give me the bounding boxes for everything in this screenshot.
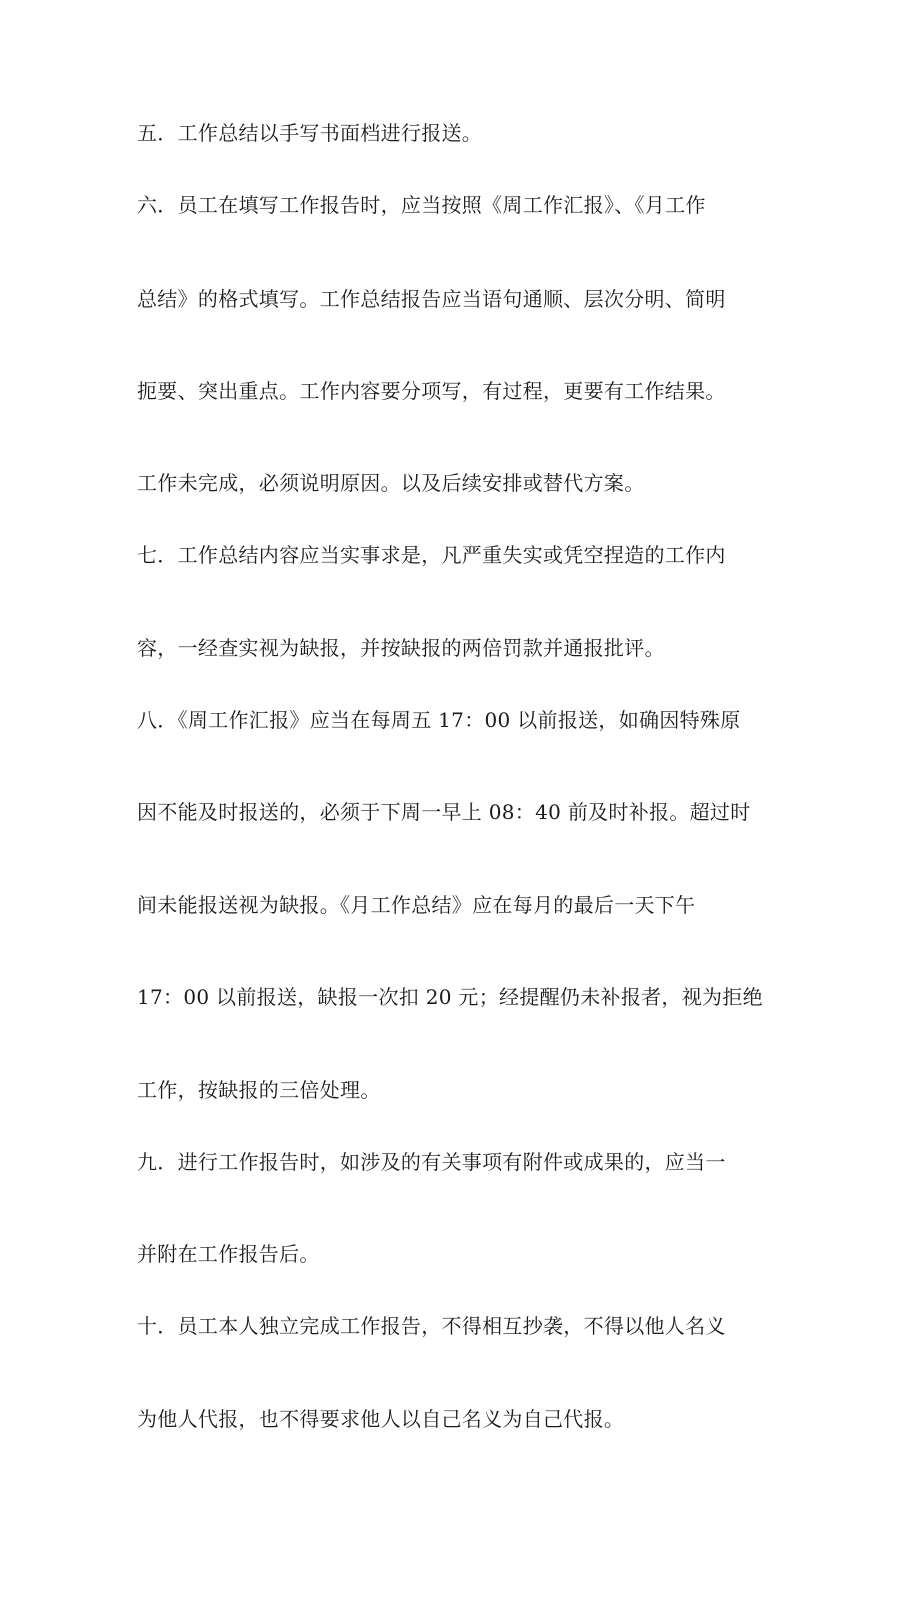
- text-line: 八．《周工作汇报》应当在每周五 17：00 以前报送，如确因特殊原: [137, 708, 741, 732]
- text-line: 因不能及时报送的，必须于下周一早上 08：40 前及时补报。超过时: [137, 800, 751, 824]
- text-line: 九．进行工作报告时，如涉及的有关事项有附件或成果的，应当一: [137, 1150, 726, 1174]
- text-line: 工作，按缺报的三倍处理。: [137, 1078, 381, 1102]
- text-line: 六．员工在填写工作报告时，应当按照《周工作汇报》、《月工作: [137, 193, 706, 217]
- text-line: 总结》的格式填写。工作总结报告应当语句通顺、层次分明、简明: [137, 287, 726, 311]
- text-line: 并附在工作报告后。: [137, 1242, 320, 1266]
- text-line: 17：00 以前报送，缺报一次扣 20 元；经提醒仍未补报者，视为拒绝: [137, 985, 763, 1009]
- text-line: 间未能报送视为缺报。《月工作总结》应在每月的最后一天下午: [137, 893, 696, 917]
- text-line: 扼要、突出重点。工作内容要分项写，有过程，更要有工作结果。: [137, 379, 726, 403]
- text-line: 容，一经查实视为缺报，并按缺报的两倍罚款并通报批评。: [137, 636, 665, 660]
- text-line: 为他人代报，也不得要求他人以自己名义为自己代报。: [137, 1407, 625, 1431]
- text-line: 十．员工本人独立完成工作报告，不得相互抄袭，不得以他人名义: [137, 1314, 726, 1338]
- text-line: 五．工作总结以手写书面档进行报送。: [137, 121, 483, 145]
- text-line: 工作未完成，必须说明原因。以及后续安排或替代方案。: [137, 471, 645, 495]
- text-line: 七．工作总结内容应当实事求是，凡严重失实或凭空捏造的工作内: [137, 543, 726, 567]
